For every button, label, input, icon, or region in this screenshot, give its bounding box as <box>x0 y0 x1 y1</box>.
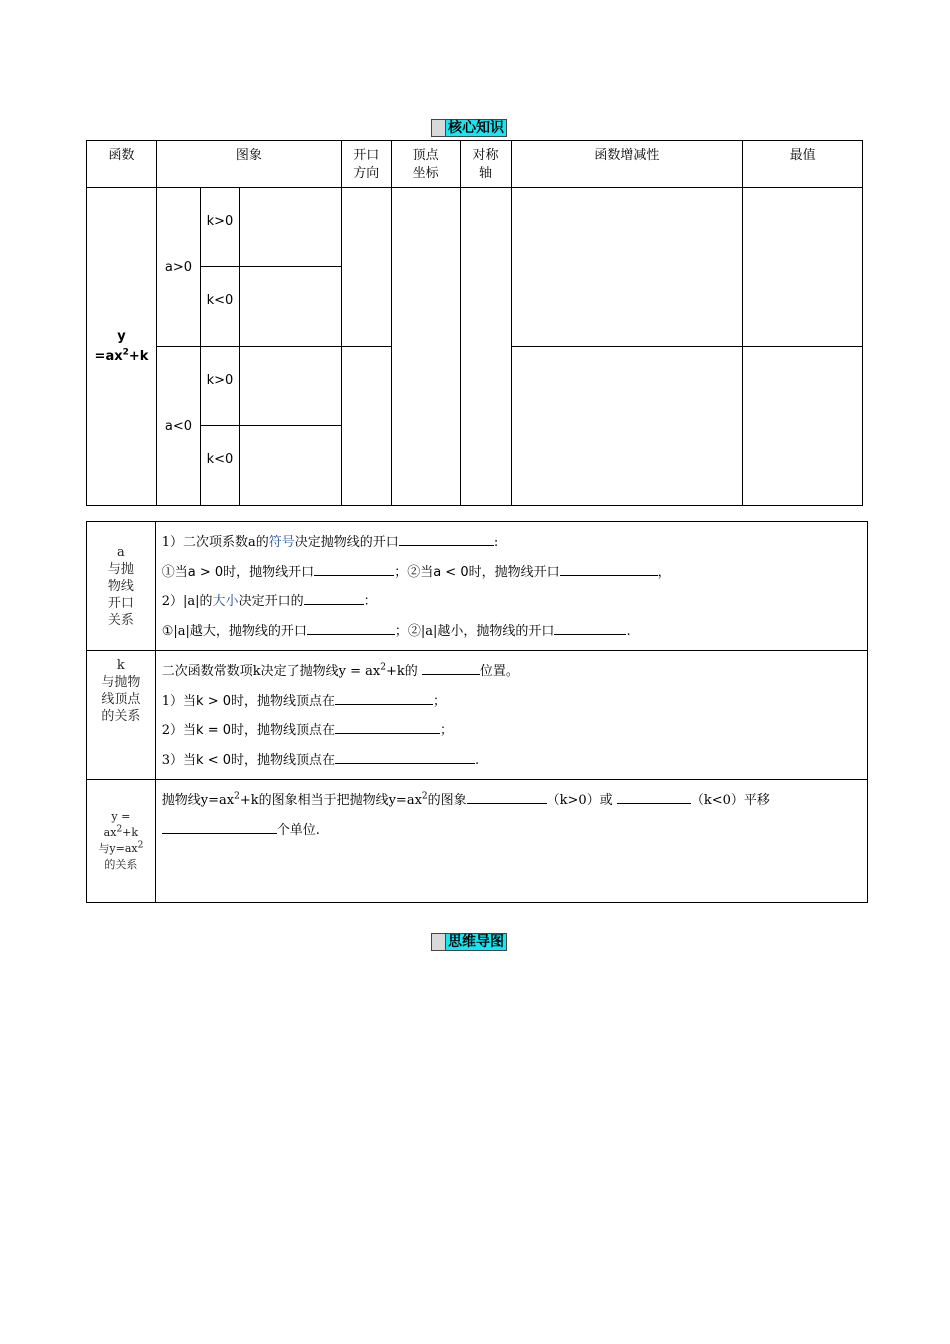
header-opening-direction: 开口 方向 <box>341 141 391 188</box>
relations-table <box>86 521 868 903</box>
k-positive-label: k>0 <box>200 347 239 426</box>
header-extreme: 最值 <box>743 141 863 188</box>
fill-blank[interactable] <box>335 732 440 734</box>
y-relation-content <box>155 780 867 903</box>
fill-blank[interactable] <box>422 673 480 675</box>
a-relation-content <box>155 522 867 651</box>
a-line-4: ①|a|越大，抛物线的开口 ；②|a|越小，抛物线的开口 . <box>161 623 631 639</box>
a-line-2: ①当a > 0时，抛物线开口 ；②当a < 0时，抛物线开口 ， <box>161 564 671 580</box>
k-relation-content <box>155 651 867 780</box>
header-vertex: 顶点 坐标 <box>391 141 460 188</box>
fill-blank[interactable] <box>560 574 658 576</box>
core-knowledge-title <box>431 118 507 138</box>
k-line-4: 3）当k < 0时，抛物线顶点在 . <box>161 752 480 768</box>
k-positive-label: k>0 <box>200 188 239 267</box>
a-line-1: 1）二次项系数a的符号决定抛物线的开口 : <box>161 535 499 550</box>
core-knowledge-table <box>86 140 863 506</box>
fill-blank[interactable] <box>467 802 547 804</box>
a-negative-label: a<0 <box>156 347 200 506</box>
y-line-2: 个单位. <box>162 816 861 846</box>
fill-blank[interactable] <box>304 603 364 605</box>
a-line-3: 2）|a|的大小决定开口的 ： <box>161 594 377 609</box>
title-marker <box>431 933 445 951</box>
title-marker <box>431 119 445 137</box>
row-a-pos-k-pos <box>87 188 863 267</box>
header-graph: 图象 <box>156 141 341 188</box>
graph-cell <box>239 426 341 506</box>
a-relation-label: a 与抛 物线 开口 关系 <box>87 522 156 651</box>
fill-blank[interactable] <box>335 703 433 705</box>
header-axis: 对称 轴 <box>460 141 511 188</box>
vertex-cell <box>391 188 460 506</box>
core-knowledge-label: 核心知识 <box>445 119 507 137</box>
k-line-3: 2）当k = 0时，抛物线顶点在 ； <box>161 723 454 738</box>
fill-blank[interactable] <box>307 633 395 635</box>
k-line-1: 二次函数常数项k决定了抛物线$y = ax^2+k$的 位置。 <box>161 662 519 679</box>
y-relation-row <box>87 780 868 903</box>
k-negative-label: k<0 <box>200 267 239 347</box>
graph-cell <box>239 347 341 426</box>
extreme-cell-a-pos <box>743 188 863 347</box>
fill-blank[interactable] <box>617 802 691 804</box>
a-positive-label: a>0 <box>156 188 200 347</box>
a-relation-row <box>87 522 868 651</box>
fill-blank[interactable] <box>554 633 626 635</box>
header-row <box>87 141 863 188</box>
k-negative-label: k<0 <box>200 426 239 506</box>
fill-blank[interactable] <box>335 762 475 764</box>
graph-cell <box>239 188 341 267</box>
opening-cell-a-neg <box>341 347 391 506</box>
fill-blank[interactable] <box>162 832 277 834</box>
y-relation-label: y = $ax^2+k$ 与$y=ax^2$ 的关系 <box>87 780 156 903</box>
extreme-cell-a-neg <box>743 347 863 506</box>
header-function: 函数 <box>87 141 157 188</box>
monotonicity-cell-a-pos <box>511 188 743 347</box>
fill-blank[interactable] <box>314 574 394 576</box>
graph-cell <box>239 267 341 347</box>
opening-cell-a-pos <box>341 188 391 347</box>
fill-blank[interactable] <box>399 544 494 546</box>
monotonicity-cell-a-neg <box>511 347 743 506</box>
function-cell: y $=ax^2+k$ <box>87 188 157 506</box>
mindmap-label: 思维导图 <box>445 933 507 951</box>
axis-cell <box>460 188 511 506</box>
k-relation-row <box>87 651 868 780</box>
mindmap-title <box>431 932 507 952</box>
y-line-1: 抛物线$y=ax^2+k$的图象相当于把抛物线$y=ax^2$的图象 （k>0）或 （k<0）平移 <box>161 791 770 808</box>
k-line-2: 1）当k > 0时，抛物线顶点在 ； <box>161 693 447 709</box>
k-relation-label: k 与抛物 线顶点 的关系 <box>87 651 156 780</box>
header-monotonicity: 函数增减性 <box>511 141 743 188</box>
